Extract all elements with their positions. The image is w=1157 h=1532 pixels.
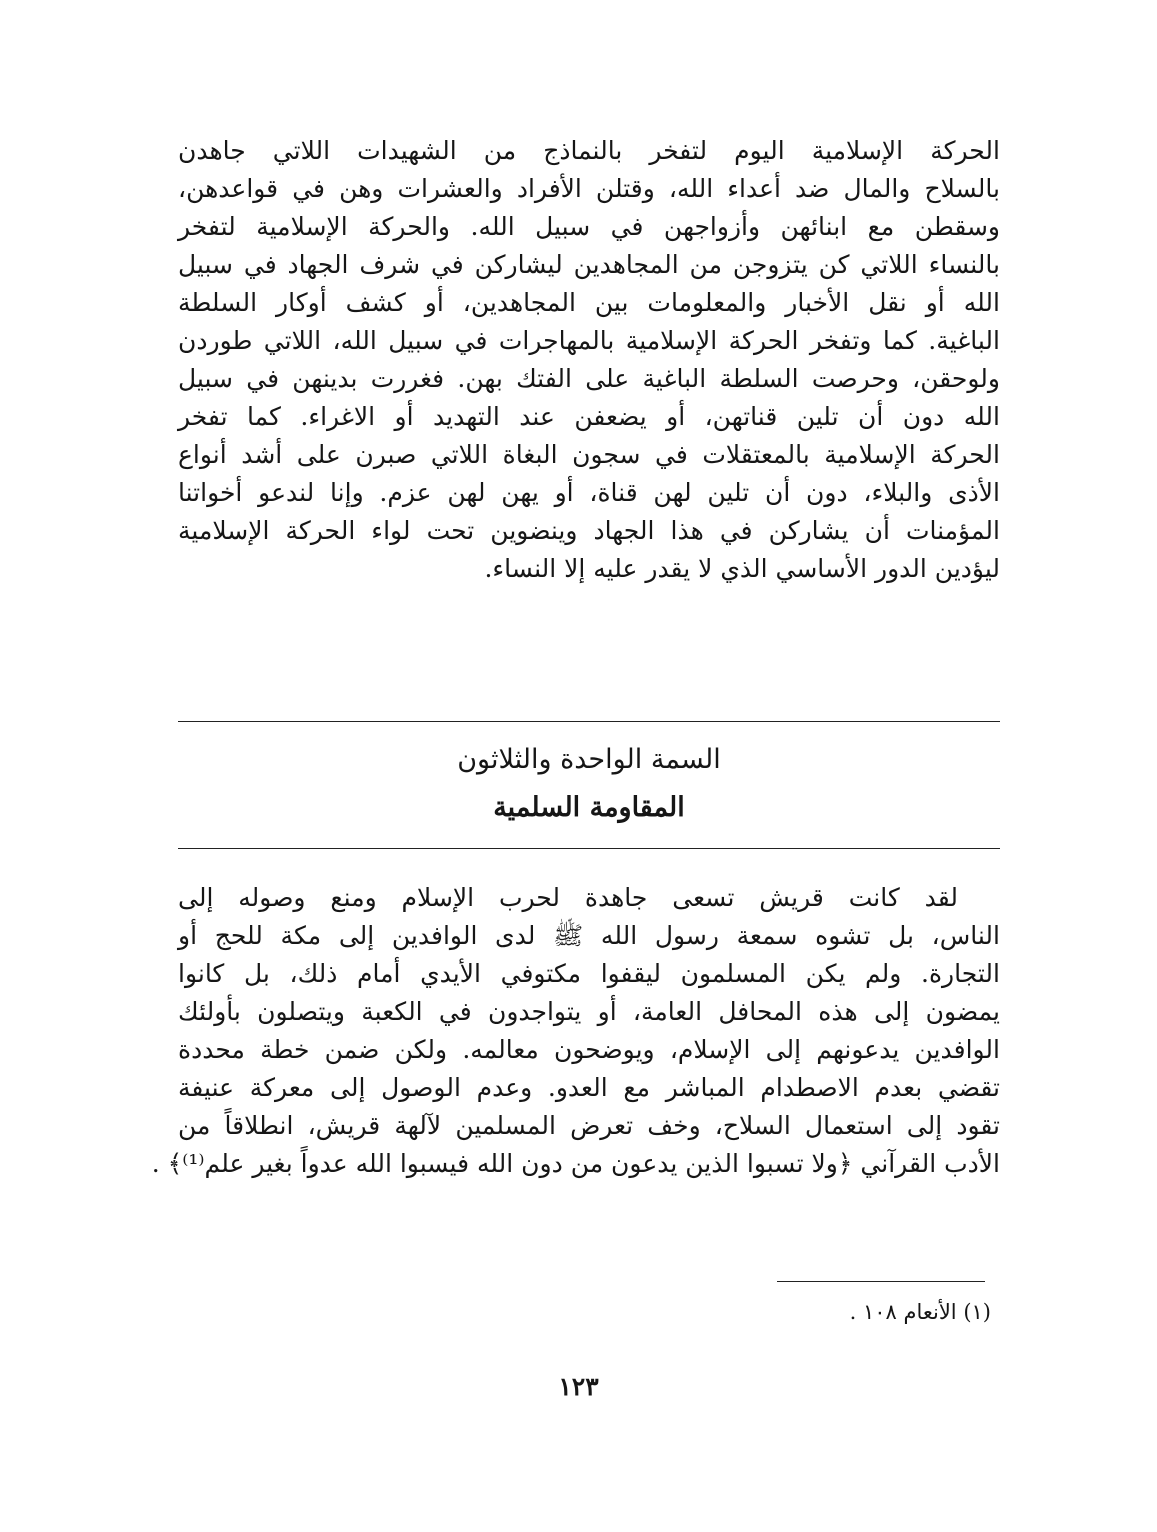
- footnote: (١) الأنعام ١٠٨ .: [849, 1300, 991, 1324]
- text-line: الحركة الإسلامية اليوم لتفخر بالنماذج من الشهيدات اللاتي جاهدن: [178, 136, 1000, 165]
- text-line: الوافدين يدعونهم إلى الإسلام، ويوضحون معالمه. ولكن ضمن خطة محددة: [178, 1035, 1000, 1064]
- footnote-divider: [777, 1281, 985, 1282]
- text-line: تقضي بعدم الاصطدام المباشر مع العدو. وعدم الوصول إلى معركة عنيفة: [178, 1073, 1000, 1102]
- text-line: ولوحقن، وحرصت السلطة الباغية على الفتك بهن. فغررت بدينهن في سبيل: [178, 364, 1000, 393]
- text-line: وسقطن مع ابنائهن وأزواجهن في سبيل الله. والحركة الإسلامية لتفخر: [178, 212, 1000, 241]
- text-line: التجارة. ولم يكن المسلمون ليقفوا مكتوفي الأيدي أمام ذلك، بل كانوا: [178, 959, 1000, 988]
- section-subtitle: المقاومة السلمية: [493, 792, 685, 823]
- paragraph-women-in-movement: [178, 132, 1000, 588]
- text-line: الأدب القرآني ﴿ولا تسبوا الذين يدعون من دون الله فيسبوا الله عدواً بغير علم⁽¹⁾﴾ .: [151, 1149, 1000, 1178]
- text-line: بالنساء اللاتي كن يتزوجن من المجاهدين ليشاركن في شرف الجهاد في سبيل: [178, 250, 1000, 279]
- section-divider-top: [178, 721, 1000, 722]
- section-divider-bottom: [178, 848, 1000, 849]
- text-line: بالسلاح والمال ضد أعداء الله، وقتلن الأفراد والعشرات وهن في قواعدهن،: [178, 174, 1000, 203]
- text-line: الله دون أن تلين قناتهن، أو يضعفن عند التهديد أو الاغراء. كما تفخر: [178, 402, 1000, 431]
- text-line: الله أو نقل الأخبار والمعلومات بين المجاهدين، أو كشف أوكار السلطة: [178, 288, 1000, 317]
- text-line: يمضون إلى هذه المحافل العامة، أو يتواجدون في الكعبة ويتصلون بأولئك: [178, 997, 1000, 1026]
- text-line: الباغية. كما وتفخر الحركة الإسلامية بالمهاجرات في سبيل الله، اللاتي طوردن: [178, 326, 1000, 355]
- text-line: لقد كانت قريش تسعى جاهدة لحرب الإسلام ومنع وصوله إلى: [178, 883, 958, 912]
- text-line: الأذى والبلاء، دون أن تلين لهن قناة، أو يهن لهن عزم. وإنا لندعو أخواتنا: [178, 478, 1000, 507]
- paragraph-peaceful-resistance: [151, 879, 1000, 1183]
- text-line: المؤمنات أن يشاركن في هذا الجهاد وينضوين تحت لواء الحركة الإسلامية: [178, 516, 1000, 545]
- text-line: تقود إلى استعمال السلاح، وخف تعرض المسلمين لآلهة قريش، انطلاقاً من: [178, 1111, 1000, 1140]
- text-line: الناس، بل تشوه سمعة رسول الله ﷺ لدى الوافدين إلى مكة للحج أو: [178, 921, 1000, 950]
- page-number: ١٢٣: [558, 1372, 599, 1401]
- section-title: السمة الواحدة والثلاثون: [457, 744, 721, 775]
- text-line: الحركة الإسلامية بالمعتقلات في سجون البغاة اللاتي صبرن على أشد أنواع: [178, 440, 1000, 469]
- text-line: ليؤدين الدور الأساسي الذي لا يقدر عليه إلا النساء.: [484, 554, 1000, 583]
